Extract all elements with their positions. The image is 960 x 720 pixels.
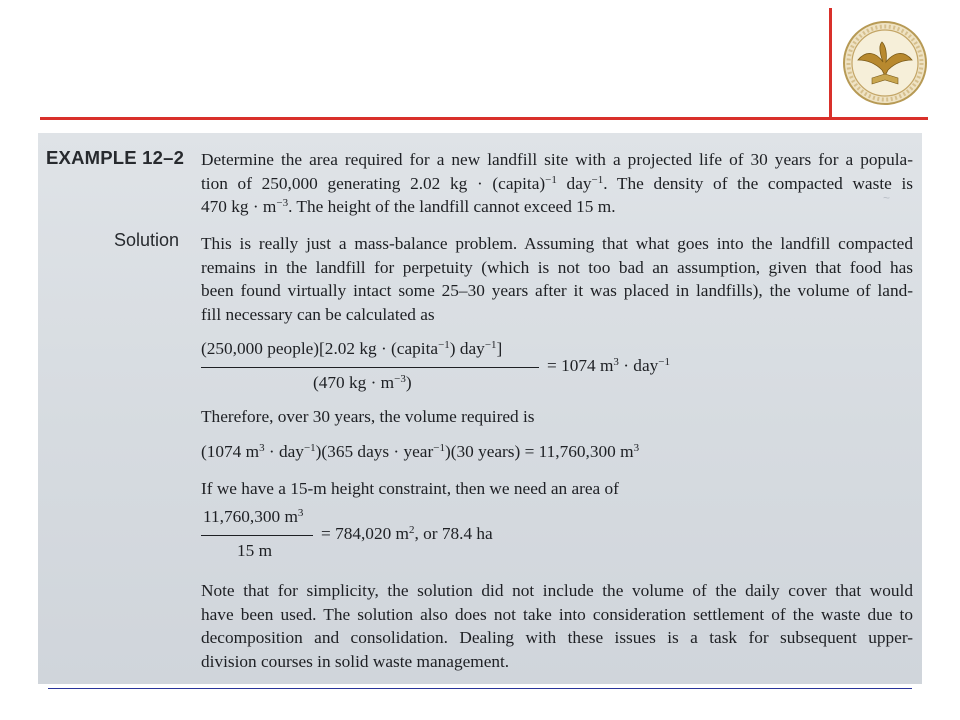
height-constraint-text (201, 477, 913, 501)
problem-statement (201, 148, 913, 219)
footer-rule (48, 688, 912, 689)
eq1-result: = 1074 $m^3 \cdot day^{-1}$ (547, 356, 670, 375)
solution-intro (201, 232, 913, 326)
problem-line-1: Determine the area required for a new landfill site with a projected life of 30 years for a popula- (201, 150, 913, 169)
example-label: EXAMPLE 12–2 (46, 147, 185, 168)
solution-label: Solution (114, 230, 180, 250)
note-line-3: decomposition and consolidation. Dealing with these issues is a task for subsequent upper- (201, 628, 913, 647)
equation-volume-per-day (201, 339, 721, 399)
problem-line-2: tion of 250,000 generating 2.02 kg · (capita)$^{-1}$ day$^{-1}$. The density of the compacted waste is (201, 173, 913, 193)
eq3-fraction-bar (201, 535, 313, 536)
header-horizontal-accent-line (40, 117, 928, 120)
eq1-denominator: (470 kg · $m^{-3}$) (313, 373, 412, 392)
header-vertical-accent-line (829, 8, 832, 119)
note-line-1: Note that for simplicity, the solution did not include the volume of the daily cover that would (201, 581, 913, 600)
over-years-text (201, 405, 913, 429)
note-paragraph (201, 579, 913, 673)
problem-line-3: 470 kg · $m^{-3}$. The height of the landfill cannot exceed 15 m. (201, 197, 616, 216)
university-seal-icon (842, 20, 928, 106)
eq2-expression: (1074 $m^3 \cdot day^{-1})(365$ days · year$^{-1}$)(30 years) = 11,760,300 $m^3$ (201, 442, 640, 461)
textbook-scan (38, 133, 922, 684)
intro-line-1: This is really just a mass-balance problem. Assuming that what goes into the landfill compacted (201, 234, 913, 253)
intro-line-4: fill necessary can be calculated as (201, 304, 435, 324)
note-line-2: have been used. The solution also does not take into consideration settlement of the waste due to (201, 604, 913, 624)
eq1-fraction-bar (201, 367, 539, 368)
equation-area (201, 507, 721, 567)
intro-line-2: remains in the landfill for perpetuity (which is not too bad an assumption, given that food has (201, 257, 913, 277)
over-years-line: Therefore, over 30 years, the volume required is (201, 407, 535, 426)
eq3-result: = 784,020 $m^2$, or 78.4 ha (321, 524, 493, 543)
note-line-4: division courses in solid waste management. (201, 651, 510, 671)
eq1-numerator: (250,000 people)[2.02 kg · (capita$^{-1}$) day$^{-1}$] (201, 339, 503, 358)
eq3-numerator: 11,760,300 $m^3$ (203, 507, 304, 526)
eq3-denominator: 15 m (237, 541, 273, 560)
height-constraint-line: If we have a 15-m height constraint, then we need an area of (201, 479, 619, 498)
equation-total-volume (201, 442, 721, 468)
intro-line-3: been found virtually intact some 25–30 years after it was placed in landfills), the volume of land- (201, 281, 913, 300)
bleed-through-mark: ~ (883, 191, 891, 205)
